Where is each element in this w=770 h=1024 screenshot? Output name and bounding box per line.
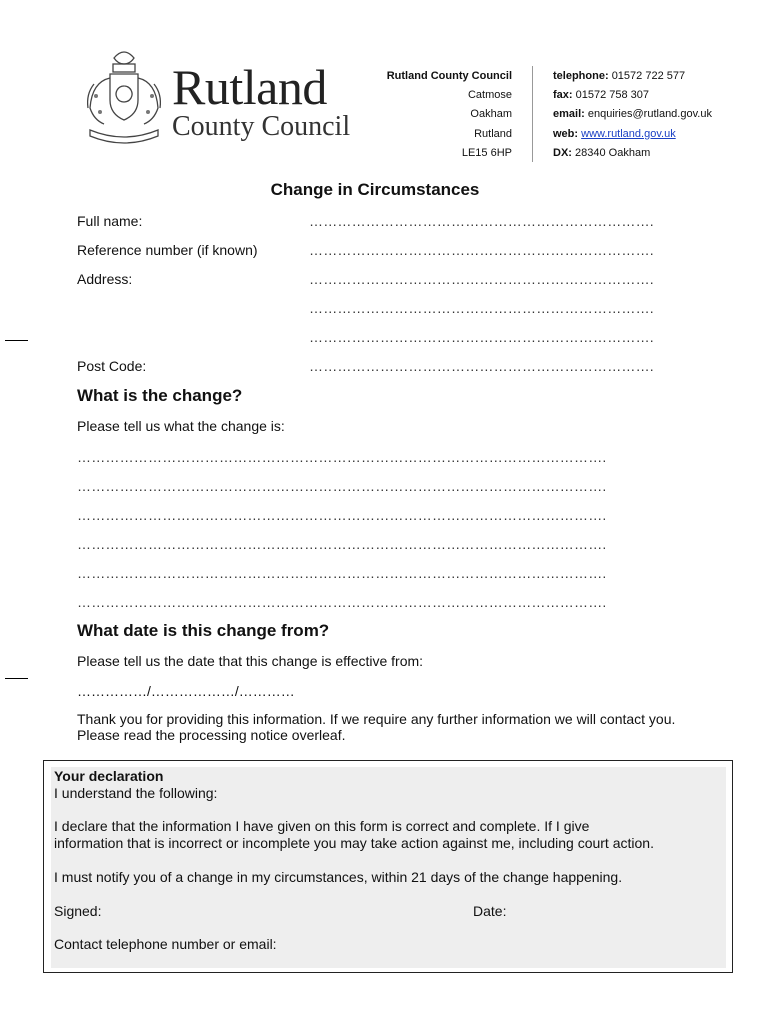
logo-subtitle: County Council bbox=[172, 111, 351, 142]
date-heading: What date is this change from? bbox=[77, 621, 330, 640]
form-title: Change in Circumstances bbox=[270, 180, 480, 199]
dx-label: DX: bbox=[553, 146, 572, 159]
email-value: enquiries@rutland.gov.uk bbox=[587, 108, 712, 121]
change-field-line[interactable]: …………………………………………………………………………………………………. bbox=[77, 565, 607, 581]
date-field[interactable]: ……………/………………/………… bbox=[77, 683, 295, 699]
contact-label: Contact telephone number or email: bbox=[54, 936, 277, 952]
postcode-label: Post Code: bbox=[77, 358, 147, 374]
web-label: web: bbox=[553, 127, 579, 140]
postcode-field[interactable]: ………………………………………………………………. bbox=[309, 358, 654, 374]
address-line: Oakham bbox=[470, 108, 512, 121]
logo-wordmark: Rutland bbox=[172, 59, 327, 115]
dx-value: 28340 Oakham bbox=[575, 146, 651, 159]
date-signed-label: Date: bbox=[473, 903, 507, 919]
change-field-line[interactable]: …………………………………………………………………………………………………. bbox=[77, 478, 607, 494]
address-field-line[interactable]: ………………………………………………………………. bbox=[309, 300, 654, 316]
change-field-line[interactable]: …………………………………………………………………………………………………. bbox=[77, 594, 607, 610]
signed-label: Signed: bbox=[54, 903, 102, 919]
fax-label: fax: bbox=[553, 89, 573, 102]
address-line: Rutland County Council bbox=[386, 70, 512, 82]
email-label: email: bbox=[553, 108, 585, 121]
council-contact bbox=[553, 67, 712, 163]
change-field-line[interactable]: …………………………………………………………………………………………………. bbox=[77, 507, 607, 523]
declaration-heading: Your declaration bbox=[54, 768, 164, 784]
fold-mark bbox=[5, 340, 28, 341]
web-link[interactable]: www.rutland.gov.uk bbox=[581, 127, 676, 140]
council-address bbox=[312, 67, 512, 163]
address-field-line[interactable]: ………………………………………………………………. bbox=[309, 329, 654, 345]
change-prompt: Please tell us what the change is: bbox=[77, 418, 285, 434]
header-divider bbox=[532, 66, 533, 162]
change-field-line[interactable]: …………………………………………………………………………………………………. bbox=[77, 536, 607, 552]
declaration-understand: I understand the following: bbox=[54, 785, 218, 801]
telephone-value: 01572 722 577 bbox=[611, 70, 686, 82]
reference-label: Reference number (if known) bbox=[77, 242, 258, 258]
full-name-field[interactable]: ………………………………………………………………. bbox=[309, 213, 654, 229]
council-crest-logo bbox=[80, 44, 168, 152]
change-heading: What is the change? bbox=[77, 386, 243, 405]
thanks-text: Thank you for providing this information. If we require any further information we will contact you. Please read the processing notice overleaf. bbox=[77, 711, 676, 743]
fold-mark bbox=[5, 678, 28, 679]
full-name-label: Full name: bbox=[77, 213, 143, 229]
address-line: Catmose bbox=[467, 89, 512, 102]
fax-value: 01572 758 307 bbox=[575, 89, 650, 102]
address-label: Address: bbox=[77, 271, 133, 287]
address-line: LE15 6HP bbox=[461, 146, 512, 159]
telephone-label: telephone: bbox=[553, 70, 609, 82]
declaration-text: information that is incorrect or incomplete you may take action against me, including court action. bbox=[54, 835, 654, 851]
change-field-line[interactable]: …………………………………………………………………………………………………. bbox=[77, 449, 607, 465]
declaration-text: I declare that the information I have given on this form is correct and complete. If I give bbox=[54, 818, 590, 834]
address-field-line[interactable]: ………………………………………………………………. bbox=[309, 271, 654, 287]
reference-field[interactable]: ………………………………………………………………. bbox=[309, 242, 654, 258]
date-prompt: Please tell us the date that this change is effective from: bbox=[77, 653, 424, 669]
address-line: Rutland bbox=[474, 127, 512, 140]
declaration-notify: I must notify you of a change in my circumstances, within 21 days of the change happening. bbox=[54, 869, 623, 885]
